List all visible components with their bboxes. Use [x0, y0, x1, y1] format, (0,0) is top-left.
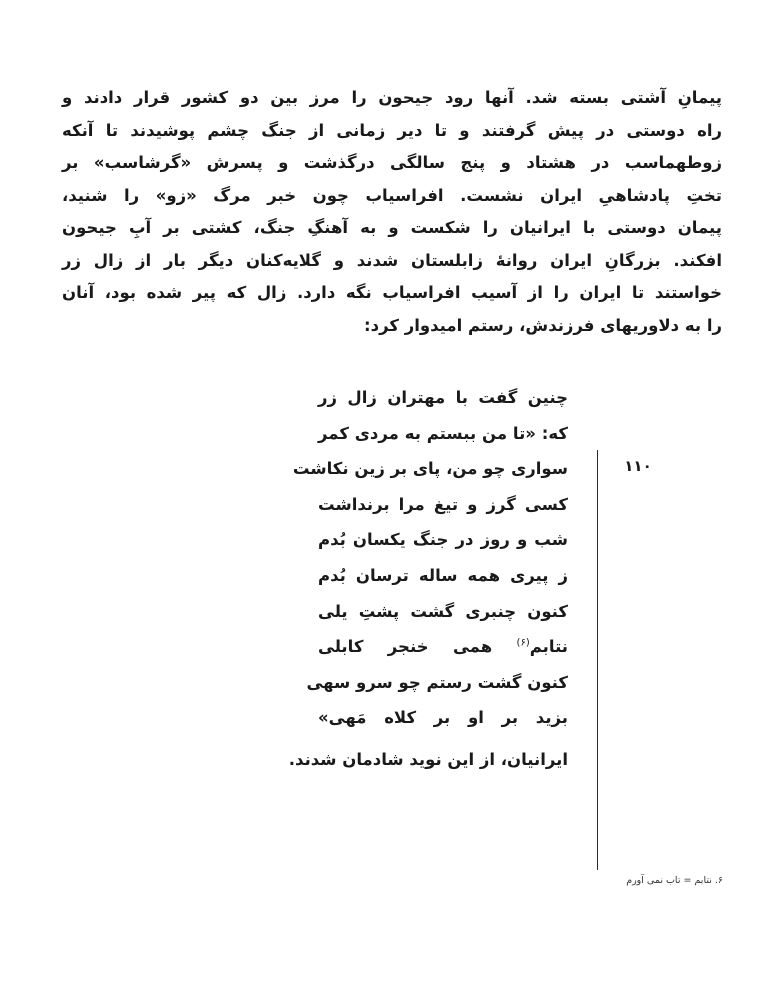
- prose-line: زوطهماسب در هشتاد و پنج سالگی درگذشت و پسرش «گرشاسب» بر: [62, 153, 722, 172]
- poem-line: ز پیری همه ساله ترسان بُدم: [318, 565, 568, 585]
- poem-line: شب و روز در جنگ یکسان بُدم: [318, 530, 568, 550]
- page-number: ۱۱۰: [624, 457, 652, 475]
- poem-line: کسی گرز و تیغ مرا برنداشت: [318, 494, 568, 514]
- prose-line: تختِ پادشاهیِ ایران نشست. افراسیاب چون خبر مرگ «زو» را شنید،: [62, 185, 722, 205]
- poem-line-end: همی خنجر کابلی: [318, 637, 493, 657]
- poem-line: کنون گشت رستم چو سرو سهی: [306, 672, 568, 692]
- poem-line: کنون چنبری گشت پشتِ یلی: [318, 601, 568, 621]
- prose-line: راه دوستی در پیش گرفتند و تا دیر زمانی از جنگ چشم پوشیدند تا آنکه: [62, 120, 722, 140]
- poem-line-with-footnote: [318, 629, 568, 665]
- poem-block: [292, 380, 568, 736]
- poem-line: بزید بر او بر کلاه مَهی»: [318, 708, 568, 728]
- prose-line: خواستند تا ایران را از آسیب افراسیاب نگه دارد. زال که پیر شده بود، آنان: [62, 283, 722, 302]
- poem-line: چنین گفت با مهتران زال زر: [318, 388, 568, 407]
- prose-paragraph: [62, 82, 722, 342]
- prose-line: پیمان دوستی با ایرانیان را شکست و به آهنگِ جنگ، کشتی بر آبِ جیحون: [62, 218, 722, 237]
- footnote-marker: (۶): [516, 637, 530, 649]
- prose-line: پیمانِ آشتی بسته شد. آنها رود جیحون را مرز بین دو کشور قرار دادند و: [62, 88, 722, 107]
- closing-sentence: ایرانیان، از این نوید شادمان شدند.: [288, 750, 568, 769]
- poem-line: که: «تا من ببستم به مردی کمر: [318, 423, 568, 443]
- margin-divider: [597, 450, 598, 870]
- prose-line: را به دلاوریهای فرزندش، رستم امیدوار کرد:: [364, 315, 722, 335]
- prose-line: افکند. بزرگانِ ایران روانهٔ زابلستان شدند و گلایه‌کنان دیگر بار از زال زر: [62, 250, 722, 270]
- poem-line-start: نتابم: [529, 637, 568, 657]
- footnote: ۶. نتابم = تاب نمی آورم: [626, 875, 723, 886]
- poem-line: سواری چو من، پای بر زین نکاشت: [292, 459, 568, 479]
